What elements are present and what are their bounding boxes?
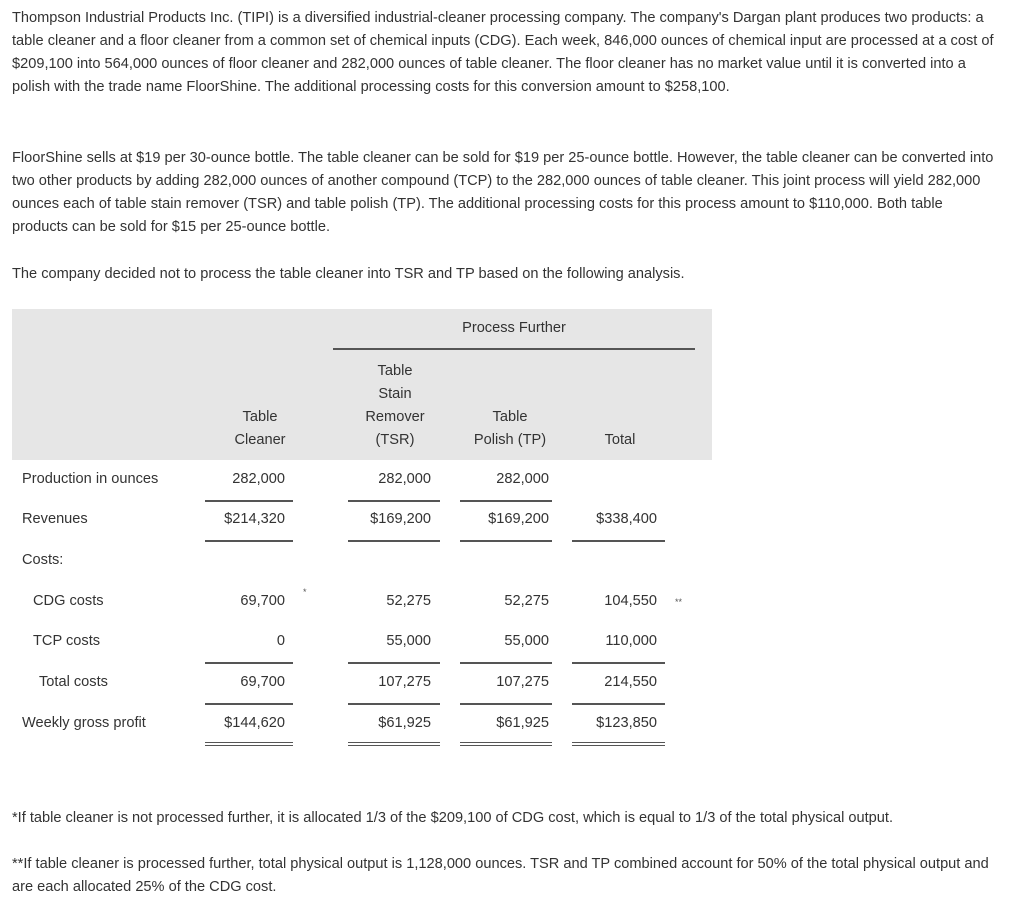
cell-total: 110,000	[605, 633, 657, 649]
underline	[460, 500, 552, 502]
table-row	[0, 715, 720, 737]
cell-tsr: 52,275	[386, 593, 431, 609]
cell-tsr: 282,000	[378, 471, 431, 487]
underline	[572, 540, 665, 542]
underline	[348, 500, 440, 502]
cell-tp: $169,200	[488, 511, 549, 527]
underline	[348, 662, 440, 664]
underline	[205, 540, 293, 542]
details-paragraph: FloorShine sells at $19 per 30-ounce bottle. The table cleaner can be sold for $19 per 25-ounce bottle. However, the table cleaner can be converted into two other products by adding 282,000 ounces of another compound (TCP) to the 282,000 ounces of table cleaner. This joint process will yield 282,000 ounces each of table stain remover (TSR) and table polish (TP). The additional processing costs for this process amount to $110,000. Both table products can be sold for $15 per 25-ounce bottle.	[12, 150, 994, 235]
cell-tp: 107,275	[496, 674, 549, 690]
cell-tc: 69,700	[240, 674, 285, 690]
double-underline	[572, 742, 665, 746]
cell-tp: $61,925	[496, 715, 549, 731]
cell-tp: 55,000	[504, 633, 549, 649]
row-label: Costs:	[22, 552, 64, 568]
underline	[460, 662, 552, 664]
double-underline	[460, 742, 552, 746]
footnote-2: **If table cleaner is processed further, total physical output is 1,128,000 ounces. TSR and TP combined account for 50% of the total physical output and are each allocated 25% of the CDG cost.	[12, 856, 989, 895]
cell-tc: 0	[276, 633, 285, 649]
underline	[460, 703, 552, 705]
footnote-mark-double: **	[675, 597, 683, 607]
underline	[572, 703, 665, 705]
underline	[205, 500, 293, 502]
table-row	[0, 593, 720, 615]
cell-tsr: 55,000	[386, 633, 431, 649]
double-underline	[348, 742, 440, 746]
process-further-header: Process Further	[462, 320, 566, 336]
table-row	[0, 674, 720, 696]
footnote-1: *If table cleaner is not processed further, it is allocated 1/3 of the $209,100 of CDG cost, which is equal to 1/3 of the total physical output.	[12, 810, 894, 826]
cell-total: 104,550	[604, 593, 657, 609]
cell-tc: $144,620	[224, 715, 285, 731]
cell-tc: 69,700	[240, 593, 285, 609]
header-divider	[333, 348, 695, 350]
underline	[205, 703, 293, 705]
underline	[572, 662, 665, 664]
row-label: Weekly gross profit	[22, 715, 146, 731]
header-tp: Table Polish (TP)	[473, 409, 547, 448]
decision-paragraph: The company decided not to process the table cleaner into TSR and TP based on the following analysis.	[12, 266, 685, 282]
cell-tsr: 107,275	[378, 674, 431, 690]
row-label: TCP costs	[33, 633, 101, 649]
intro-paragraph: Thompson Industrial Products Inc. (TIPI) is a diversified industrial-cleaner processing company. The company's Dargan plant produces two products: a table cleaner and a floor cleaner from a common set of chemical inputs (CDG). Each week, 846,000 ounces of chemical input are processed at a cost of $209,100 into 564,000 ounces of floor cleaner and 282,000 ounces of table cleaner. The floor cleaner has no market value until it is converted into a polish with the trade name FloorShine. The additional processing costs for this conversion amount to $258,100.	[12, 10, 994, 95]
cell-total: $338,400	[596, 511, 657, 527]
table-row	[0, 552, 720, 574]
row-label: Production in ounces	[22, 471, 159, 487]
cell-total: $123,850	[596, 715, 657, 731]
cell-tp: 52,275	[504, 593, 549, 609]
cell-tp: 282,000	[496, 471, 549, 487]
underline	[205, 662, 293, 664]
cell-tc: 282,000	[232, 471, 285, 487]
footnote-mark-single: *	[303, 587, 307, 597]
header-table-cleaner: Table Cleaner	[234, 409, 286, 448]
cell-tsr: $61,925	[378, 715, 431, 731]
header-tsr: Table Stain Remover (TSR)	[365, 363, 425, 448]
header-total: Total	[604, 432, 636, 448]
underline	[348, 540, 440, 542]
table-row	[0, 511, 720, 533]
table-row	[0, 633, 720, 655]
cell-total: 214,550	[604, 674, 657, 690]
row-label: Revenues	[22, 511, 88, 527]
table-row	[0, 471, 720, 493]
double-underline	[205, 742, 293, 746]
underline	[348, 703, 440, 705]
row-label: CDG costs	[33, 593, 104, 609]
underline	[460, 540, 552, 542]
cell-tc: $214,320	[224, 511, 285, 527]
row-label: Total costs	[39, 674, 108, 690]
cell-tsr: $169,200	[370, 511, 431, 527]
